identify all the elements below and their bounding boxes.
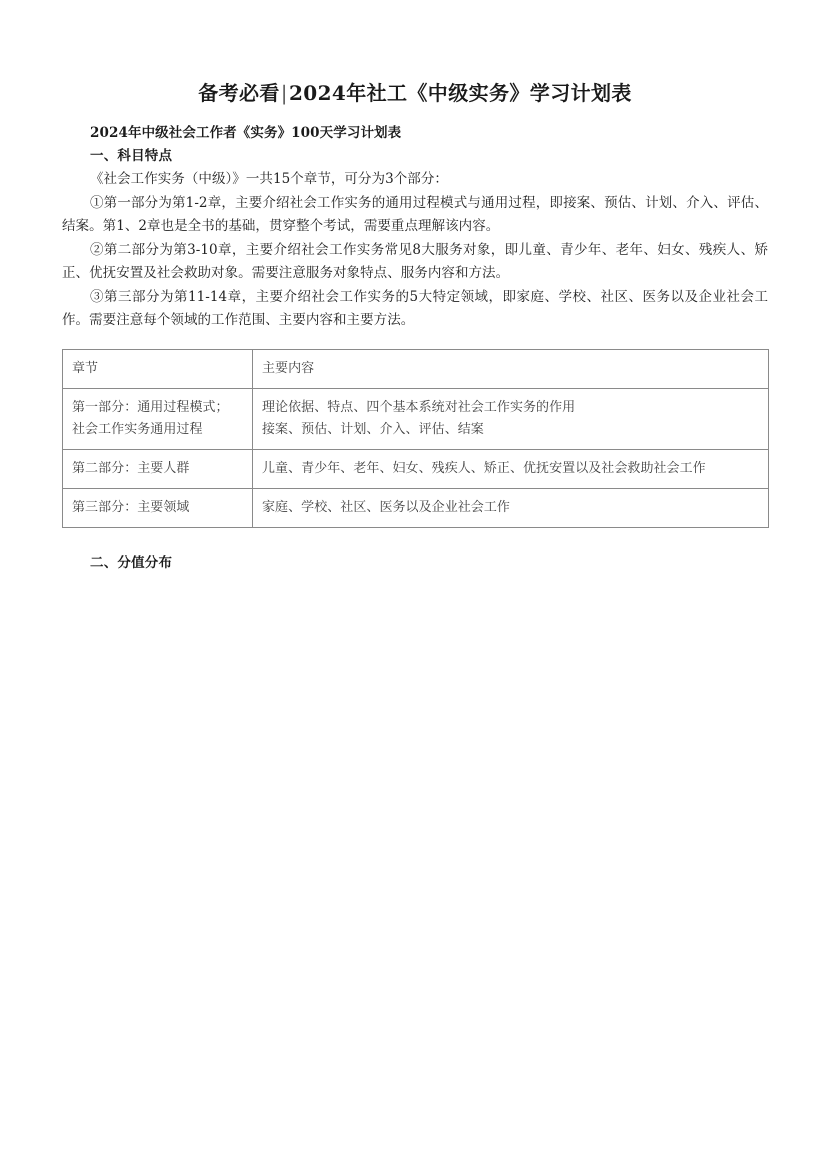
table-cell-chapter <box>63 488 253 527</box>
page-title-prefix: 备考必看 <box>198 81 280 105</box>
section-heading-subject-features: 一、科目特点 <box>90 148 173 164</box>
table-cell-line: 第二部分：主要人群 <box>72 460 190 476</box>
paragraph-intro: 《社会工作实务（中级）》一共15个章节，可分为3个部分： <box>90 171 448 187</box>
chapter-overview-table-wrapper <box>62 349 768 528</box>
table-cell-content <box>253 488 769 527</box>
table-cell-line: 接案、预估、计划、介入、评估、结案 <box>262 421 484 437</box>
document-content <box>62 78 768 575</box>
table-row <box>63 488 769 527</box>
table-row <box>63 388 769 449</box>
paragraph-part-two: ②第二部分为第3-10章，主要介绍社会工作实务常见8大服务对象，即儿童、青少年、老年、妇女、残疾人、矫正、优抚安置及社会救助对象。需要注意服务对象特点、服务内容和方法。 <box>62 241 768 281</box>
table-cell-line: 第一部分：通用过程模式； <box>72 399 229 415</box>
paragraph-part-three: ③第三部分为第11-14章，主要介绍社会工作实务的5大特定领域，即家庭、学校、社区、医务以及企业社会工作。需要注意每个领域的工作范围、主要内容和主要方法。 <box>62 288 768 328</box>
table-cell-line: 社会工作实务通用过程 <box>72 421 203 437</box>
table-header-row <box>63 349 769 388</box>
table-cell-content <box>253 449 769 488</box>
table-cell-chapter <box>63 449 253 488</box>
paragraph-part-one: ①第一部分为第1-2章，主要介绍社会工作实务的通用过程模式与通用过程，即接案、预估、计划、介入、评估、结案。第1、2章也是全书的基础，贯穿整个考试，需要重点理解该内容。 <box>62 194 768 234</box>
table-cell-line: 第三部分：主要领域 <box>72 499 190 515</box>
table-row <box>63 449 769 488</box>
document-subtitle: 2024年中级社会工作者《实务》100天学习计划表 <box>90 125 402 141</box>
table-header-chapter: 章节 <box>63 349 253 388</box>
table-cell-line: 理论依据、特点、四个基本系统对社会工作实务的作用 <box>262 399 576 415</box>
page-title <box>62 78 768 108</box>
table-cell-content <box>253 388 769 449</box>
section-heading-score-distribution: 二、分值分布 <box>90 554 173 571</box>
page-title-separator: | <box>280 81 288 105</box>
table-header-content: 主要内容 <box>253 349 769 388</box>
chapter-overview-table <box>62 349 769 528</box>
table-cell-chapter <box>63 388 253 449</box>
page-title-main: 2024年社工《中级实务》学习计划表 <box>288 81 632 105</box>
table-cell-line: 家庭、学校、社区、医务以及企业社会工作 <box>262 499 510 515</box>
table-cell-line: 儿童、青少年、老年、妇女、残疾人、矫正、优抚安置以及社会救助社会工作 <box>262 460 706 476</box>
